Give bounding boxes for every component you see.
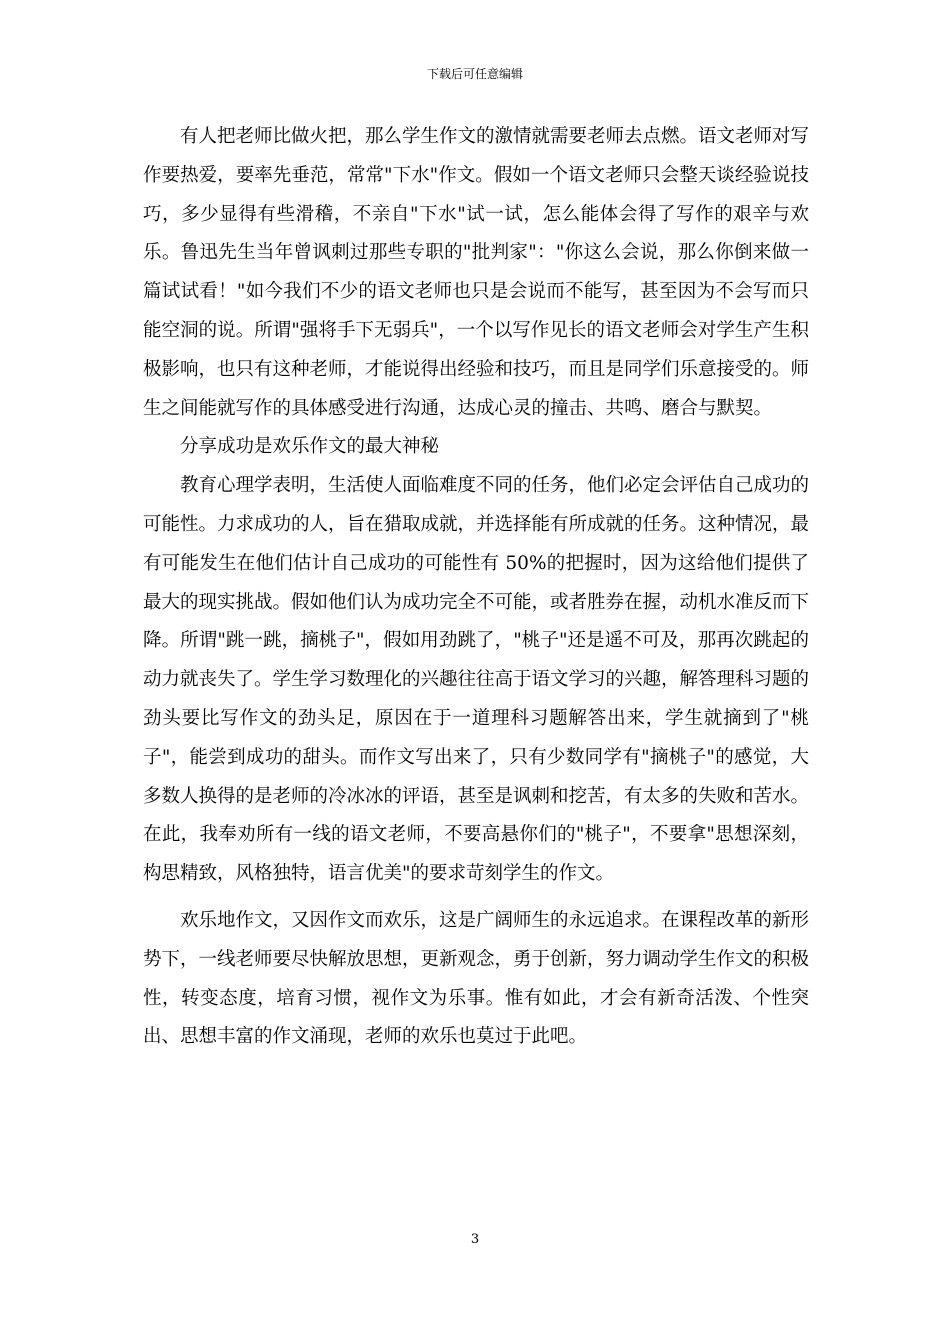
page-number: 3 xyxy=(470,1232,480,1247)
page-header: 下载后可任意编辑 xyxy=(426,67,523,81)
paragraph-conclusion: 欢乐地作文，又因作文而欢乐，这是广阔师生的永远追求。在课程改革的新形势下，一线老师要尽快解放思想，更新观念，勇于创新，努力调动学生作文的积极性，转变态度，培育习惯，视作文为乐事。惟有如此，才会有新奇活泼、个性突出、思想丰富的作文涌现，老师的欢乐也莫过于此吧。 xyxy=(143,909,810,1048)
document-body xyxy=(143,118,809,1057)
paragraph-teacher-role: 有人把老师比做火把，那么学生作文的激情就需要老师去点燃。语文老师对写作要热爱，要率先垂范，常常"下水"作文。假如一个语文老师只会整天谈经验说技巧，多少显得有些滑稽，不亲自"下水"试一试，怎么能体会得了写作的艰辛与欢乐。鲁迅先生当年曾讽刺过那些专职的"批判家"："你这么会说，那么你倒来做一篇试试看！"如今我们不少的语文老师也只是会说而不能写，甚至因为不会写而只能空洞的说。所谓"强将手下无弱兵"，一个以写作见长的语文老师会对学生产生积极影响，也只有这种老师，才能说得出经验和技巧，而且是同学们乐意接受的。师生之间能就写作的具体感受进行沟通，达成心灵的撞击、共鸣、磨合与默契。 xyxy=(143,126,810,419)
paragraph-success-psychology: 教育心理学表明，生活使人面临难度不同的任务，他们必定会评估自己成功的可能性。力求成功的人，旨在猎取成就，并选择能有所成就的任务。这种情况，最有可能发生在他们估计自己成功的可能性有 50%的把握时，因为这给他们提供了最大的现实挑战。假如他们认为成功完全不可能，或者胜券在握，动机水准反而下降。所谓"跳一跳，摘桃子"，假如用劲跳了，"桃子"还是遥不可及，那再次跳起的动力就丧失了。学生学习数理化的兴趣往往高于语文学习的兴趣，解答理科习题的劲头要比写作文的劲头足，原因在于一道理科习题解答出来，学生就摘到了"桃子"，能尝到成功的甜头。而作文写出来了，只有少数同学有"摘桃子"的感觉，大多数人换得的是老师的冷冰冰的评语，甚至是讽刺和挖苦，有太多的失败和苦水。在此，我奉劝所有一线的语文老师，不要高悬你们的"桃子"，不要拿"思想深刻，构思精致，风格独特，语言优美"的要求苛刻学生的作文。 xyxy=(143,475,810,885)
section-heading: 分享成功是欢乐作文的最大神秘 xyxy=(180,436,440,458)
